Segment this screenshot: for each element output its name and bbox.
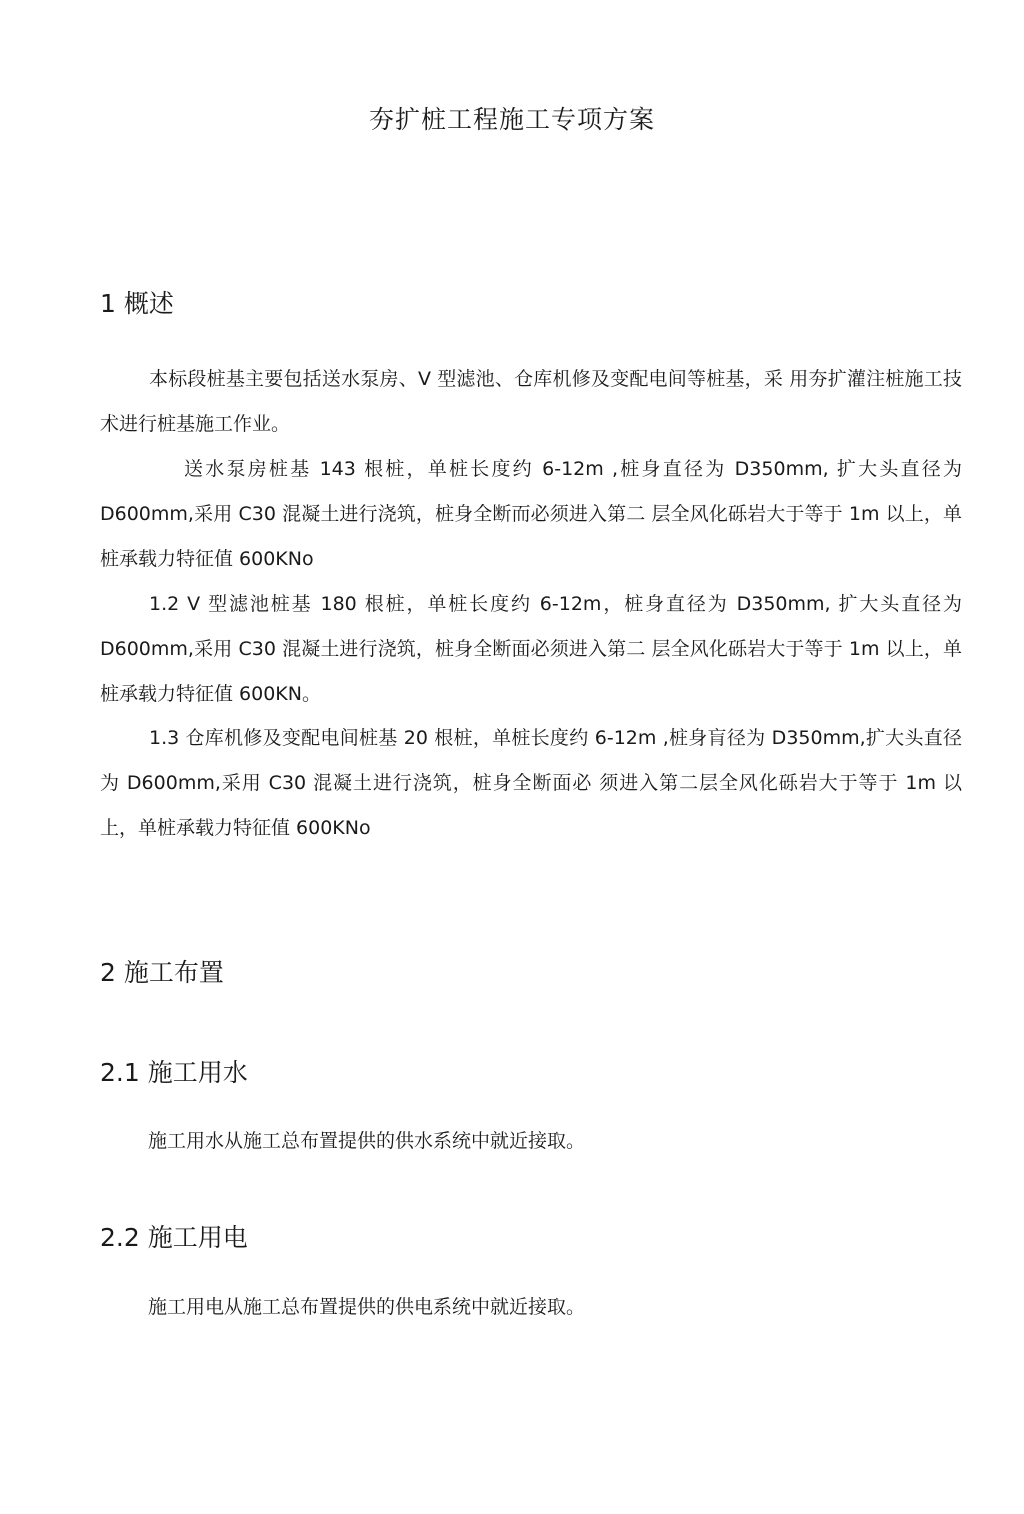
section-1-3-paragraph: 1.3 仓库机修及变配电间桩基 20 根桩，单桩长度约 6-12m ,桩身肓径为 D350mm,扩大头直径为 D600mm,采用 C30 混凝土进行浇筑，桩身全断面必 须进入第二层全风化砾岩大于等于 1m 以上，单桩承载力特征值 600KNo [100,727,962,839]
section-1-1-paragraph: 送水泵房桩基 143 根桩，单桩长度约 6-12m ,桩身直径为 D350mm, 扩大头直径为 D600mm,采用 C30 混凝土进行浇筑，桩身全断而必须进入第二 层全风化砾岩大于等于 1m 以上，单桩承载力特征值 600KNo [100,458,962,570]
section-1-2-paragraph: 1.2 V 型滤池桩基 180 根桩，单桩长度约 6-12m，桩身直径为 D350mm, 扩大头直径为 D600mm,采用 C30 混凝土进行浇筑，桩身全断面必须进入第二 层全风化砾岩大于等于 1m 以上，单桩承载力特征值 600KN。 [100,593,962,705]
section-2-2-paragraph: 施工用电从施工总布置提供的供电系统中就近接取。 [148,1296,586,1318]
section-1-intro-paragraph: 本标段桩基主要包括送水泵房、V 型滤池、仓库机修及变配电间等桩基，采 用夯扩灌注桩施工技术进行桩基施工作业。 [100,368,962,435]
section-2-2-heading: 2.2 施工用电 [100,1223,248,1252]
document-title: 夯扩桩工程施工专项方案 [368,105,655,134]
section-2-1-paragraph: 施工用水从施工总布置提供的供水系统中就近接取。 [148,1130,586,1152]
section-2-heading: 2 施工布置 [100,958,224,987]
section-2-1-heading: 2.1 施工用水 [100,1058,248,1087]
section-1-heading: 1 概述 [100,289,174,318]
